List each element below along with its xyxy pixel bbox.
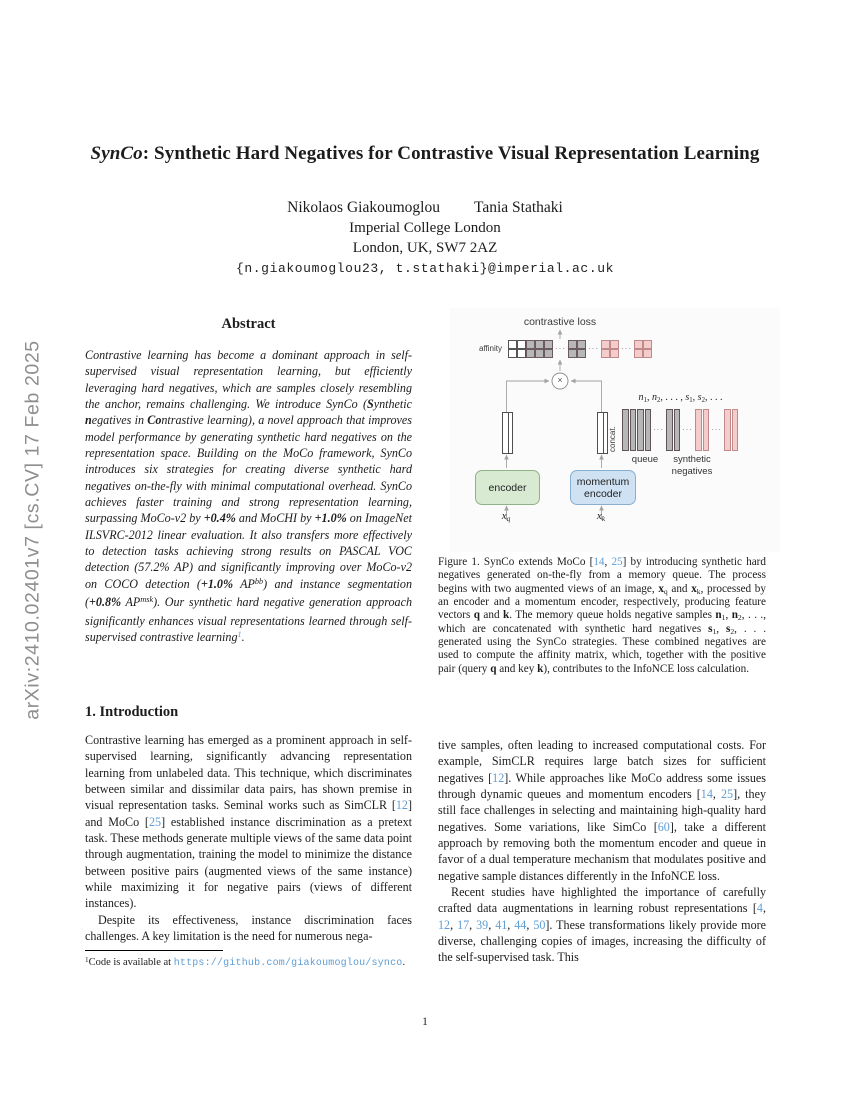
cite-60[interactable]: 60 xyxy=(657,819,670,834)
text-run: AP xyxy=(121,595,141,610)
ellipsis: ··· xyxy=(621,344,632,353)
affinity-column xyxy=(610,340,619,358)
affinity-column xyxy=(544,340,553,358)
affinity-cell xyxy=(610,340,619,349)
intro-paragraph-1 xyxy=(85,732,412,912)
cite-14[interactable]: 14 xyxy=(700,787,713,802)
text-run: Contrastive learning has become a dominant approach in self-supervised visual representation learning, but efficiently leveraging hard negatives, which are samples closely resembling the anchor, remains challenging. We introduce SynCo ( xyxy=(85,348,412,412)
encoder-box: encoder xyxy=(475,470,540,505)
body-paragraph xyxy=(438,884,766,966)
queue-bar xyxy=(666,409,673,451)
text-run: s xyxy=(725,622,731,635)
footnote-text xyxy=(85,956,412,970)
text-run: AP xyxy=(233,576,255,591)
text-run: n xyxy=(638,392,644,403)
affinity-matrix xyxy=(508,341,652,357)
paper-title-name: SynCo xyxy=(90,143,143,164)
text-run: and MoCHI by xyxy=(235,511,315,526)
text-run: 1 xyxy=(689,396,693,404)
text-run: ntrastive learning), a novel approach that improves model performance by generating synthetic hard negatives on the representation space. Building on the MoCo framework, SynCo introduces six strategies for creating diverse synthetic hard negatives on-the-fly with minimal computational overhead. SynCo achieves faster training and strong representation learning, surpassing MoCo-v2 by xyxy=(85,413,413,526)
text-run: tive samples, often leading to increased computational costs. For example, SimCLR requires large batch sizes for sufficient negatives [ xyxy=(438,738,766,785)
queue-bar-group xyxy=(622,409,651,451)
queue-bar xyxy=(622,409,629,451)
cite-12[interactable]: 12 xyxy=(438,917,451,932)
text-run: Despite its effectiveness, instance discrimination faces challenges. A key limitation is the need for numerous nega- xyxy=(85,912,412,944)
synthetic-bar-group xyxy=(724,409,738,451)
text-run: ]. While approaches like MoCo address some issues through dynamic queues and momentum encoders [ xyxy=(438,770,766,802)
text-run: , xyxy=(716,622,726,635)
affinity-cell xyxy=(508,349,517,358)
affinity-cell xyxy=(526,340,535,349)
affinity-cell xyxy=(577,349,586,358)
feature-bar-divider xyxy=(503,413,509,453)
text-run: 2 xyxy=(701,396,705,404)
text-run: +0.4% xyxy=(203,511,236,526)
affinity-cell xyxy=(544,340,553,349)
text-run: , xyxy=(450,917,458,932)
momentum-encoder-box: momentum encoder xyxy=(570,470,636,505)
text-run: k xyxy=(696,586,701,596)
text-run: 2 xyxy=(737,613,742,623)
affinity-column xyxy=(535,340,544,358)
contrastive-loss-label: contrastive loss xyxy=(523,316,597,328)
text-run: Code is available at xyxy=(88,957,174,968)
feature-bar-divider xyxy=(598,413,604,453)
affinity-cell xyxy=(577,340,586,349)
text-run: x xyxy=(658,582,664,595)
section-heading-introduction: 1. Introduction xyxy=(85,704,179,720)
cite-12[interactable]: 12 xyxy=(395,798,408,813)
ellipsis: ··· xyxy=(653,425,664,434)
text-run: . xyxy=(402,957,406,968)
text-run: . The memory queue holds negative samples xyxy=(509,609,716,622)
ellipsis: ··· xyxy=(682,425,693,434)
text-run: and key xyxy=(496,662,538,675)
cite-44[interactable]: 44 xyxy=(514,917,527,932)
cite-50[interactable]: 50 xyxy=(533,917,546,932)
text-run: , . . ., which are concatenated with synthetic hard negatives xyxy=(438,609,767,635)
affinity-column xyxy=(568,340,577,358)
affinity-cell xyxy=(643,349,652,358)
ellipsis: ··· xyxy=(711,425,722,434)
text-run: , xyxy=(725,609,732,622)
text-run: ], they still face challenges in selecting and maintaining high-quality hard negatives. Some variations, like SimCo [ xyxy=(438,787,766,834)
affinity-cell xyxy=(601,340,610,349)
page-number: 1 xyxy=(422,1016,428,1028)
queue-bar-group xyxy=(666,409,680,451)
synthetic-bar xyxy=(695,409,702,451)
abstract-heading: Abstract xyxy=(221,316,276,332)
text-run: ] by introducing synthetic hard negatives generated on-the-fly from a memory queue. The process begins with two augmented views of an image, xyxy=(438,556,767,595)
cite-14[interactable]: 14 xyxy=(593,556,605,568)
input-xq-label xyxy=(491,510,521,522)
cite-39[interactable]: 39 xyxy=(476,917,489,932)
text-run: , . . . xyxy=(704,392,723,403)
cite-41[interactable]: 41 xyxy=(495,917,508,932)
text-run: 2 xyxy=(730,626,735,636)
affinity-cell xyxy=(568,340,577,349)
synthetic-bar xyxy=(732,409,739,451)
text-run: , xyxy=(712,787,721,802)
synthetic-bar-group xyxy=(695,409,709,451)
text-run: s xyxy=(708,622,713,635)
author-name: Tania Stathaki xyxy=(473,199,563,216)
text-run: 2 xyxy=(656,396,661,404)
footnote-marker[interactable]: 1 xyxy=(237,630,242,640)
text-run: n xyxy=(731,609,738,622)
text-run: q xyxy=(473,609,480,622)
text-run: n xyxy=(85,413,92,428)
queue-label: queue xyxy=(631,454,659,465)
text-run: , xyxy=(646,392,652,403)
intro-text xyxy=(85,732,412,944)
affinity-cell xyxy=(517,349,526,358)
queue-bar xyxy=(637,409,644,451)
cite-25[interactable]: 25 xyxy=(720,787,734,802)
cite-17[interactable]: 17 xyxy=(457,917,470,932)
text-run: on ImageNet ILSVRC-2012 linear evaluation. It also transfers more effectively to detection tasks achieving strong results on PASCAL VOC detection (57.2% AP) and significantly improving over MoCo-v2 on COCO detection ( xyxy=(85,511,412,591)
multiply-icon: × xyxy=(557,375,563,385)
cite-4[interactable]: 4 xyxy=(756,901,763,916)
arxiv-watermark: arXiv:2410.02401v7 [cs.CV] 17 Feb 2025 xyxy=(21,340,44,720)
text-run: bb xyxy=(254,577,264,587)
text-run: q xyxy=(506,513,511,523)
affinity-cell xyxy=(517,340,526,349)
text-run: k xyxy=(503,609,510,622)
text-run: Figure 1. SynCo extends MoCo [ xyxy=(438,556,594,568)
text-run: ). Our synthetic hard negative generation approach significantly enhances visual representations learned through self-supervised contrastive learning xyxy=(85,595,412,644)
ellipsis: ··· xyxy=(555,344,566,353)
footnote-rule xyxy=(85,950,223,951)
text-run: and xyxy=(667,582,692,595)
text-run: s xyxy=(685,392,690,403)
author-row xyxy=(0,199,850,217)
affinity-column xyxy=(601,340,610,358)
text-run: 1 xyxy=(721,613,726,623)
text-run: , . . . , xyxy=(660,392,686,403)
cite-12[interactable]: 12 xyxy=(492,770,505,785)
text-run: ] and MoCo [ xyxy=(85,798,412,829)
intro-paragraph-2 xyxy=(85,912,412,945)
text-run: , xyxy=(692,392,698,403)
affinity-column xyxy=(643,340,652,358)
affinity-cell xyxy=(634,349,643,358)
affinity-cell xyxy=(526,349,535,358)
author-name: Nikolaos Giakoumoglou xyxy=(287,199,440,216)
abstract-text xyxy=(85,347,412,647)
affinity-column xyxy=(517,340,526,358)
text-run: ynthetic xyxy=(373,397,412,412)
text-run: q xyxy=(490,662,497,675)
affinity-cell xyxy=(634,340,643,349)
text-run: , xyxy=(469,917,477,932)
input-xk-label xyxy=(586,510,616,522)
footnote xyxy=(85,950,412,970)
text-run: , xyxy=(488,917,496,932)
affinity-cell xyxy=(544,349,553,358)
email-line: {n.giakoumoglou23, t.stathaki}@imperial.ac.uk xyxy=(235,261,615,276)
text-run: ], take a different approach by removing both the momentum encoder and queue in favor of a dual temperature mechanism that modulates positive and negative sample distances differently in the InfoNCE loss. xyxy=(438,819,767,883)
text-run: k xyxy=(601,513,606,523)
synthetic-negatives-label: synthetic negatives xyxy=(671,454,713,477)
text-run: s xyxy=(697,392,702,403)
text-run: and xyxy=(479,609,503,622)
negatives-bars xyxy=(622,410,738,450)
text-run: egatives in xyxy=(91,413,148,428)
text-run: +0.8% xyxy=(89,595,122,610)
text-run: 1 xyxy=(85,955,89,964)
page-title xyxy=(0,143,850,165)
text-run: ), contributes to the InfoNCE loss calculation. xyxy=(543,662,750,675)
affinity-cell xyxy=(610,349,619,358)
text-run: , xyxy=(526,917,534,932)
text-run: , xyxy=(507,917,515,932)
negatives-sequence-label xyxy=(618,392,743,403)
text-run: ) and instance segmentation ( xyxy=(85,576,412,610)
text-run: , xyxy=(762,901,766,916)
text-run: 1 xyxy=(643,396,647,404)
affinity-cell xyxy=(643,340,652,349)
text-run: +1.0% xyxy=(200,576,234,591)
affinity-cell xyxy=(601,349,610,358)
affinity-label: affinity xyxy=(479,344,502,353)
text-run: Co xyxy=(147,413,162,428)
text-run: S xyxy=(366,397,374,412)
affinity-cell xyxy=(535,349,544,358)
text-run: k xyxy=(537,662,544,675)
text-run: x xyxy=(501,510,507,522)
text-run: 1 xyxy=(712,626,717,636)
affinity-column xyxy=(634,340,643,358)
ellipsis: ··· xyxy=(588,344,599,353)
text-run: Recent studies have highlighted the importance of carefully crafted data augmentations in learning robust representations [ xyxy=(438,885,766,916)
body-paragraph xyxy=(438,737,766,884)
figure-caption xyxy=(438,556,766,676)
queue-bar xyxy=(630,409,637,451)
affinity-cell xyxy=(508,340,517,349)
affinity-column xyxy=(508,340,517,358)
text-run: ] established instance discrimination as a pretext task. These methods generate multiple views of the same data point through augmentation, training the model to minimize the distance between positive pairs (augmented views of the same instance) while maximizing it for negative pairs (views of different instances). xyxy=(85,814,412,911)
figure-diagram xyxy=(450,308,780,552)
affiliation: Imperial College London xyxy=(349,220,501,236)
synthetic-bar xyxy=(724,409,731,451)
text-run: , . . . generated using the SynCo strategies. These combined negatives are used to compute the affinity matrix, which, together with the positive pair (query xyxy=(438,622,767,675)
text-run: +1.0% xyxy=(314,511,347,526)
affinity-column xyxy=(526,340,535,358)
right-column-text xyxy=(438,737,766,966)
text-run: , xyxy=(604,556,612,568)
affinity-cell xyxy=(568,349,577,358)
affinity-cell xyxy=(535,340,544,349)
text-run: x xyxy=(596,510,602,522)
text-run: n xyxy=(651,392,657,403)
text-run: n xyxy=(715,609,722,622)
text-run: , processed by an encoder and a momentum encoder, respectively, producing feature vectors xyxy=(438,582,766,622)
address-line: London, UK, SW7 2AZ xyxy=(352,240,498,256)
text-run: ]. These transformations likely provide more diverse, challenging copies of images, increasing the difficulty of the self-supervised task. This xyxy=(438,917,767,965)
text-run: msk xyxy=(140,595,154,605)
text-run: . xyxy=(241,629,245,644)
text-run: q xyxy=(663,586,668,596)
cite-25[interactable]: 25 xyxy=(148,814,162,829)
text-run: Contrastive learning has emerged as a prominent approach in self-supervised learning, significantly advancing representation learning from unlabeled data. This technique, which discriminates between similar and dissimilar data pairs, has shown premise in visual representation tasks. Seminal works such as SimCLR [ xyxy=(85,733,412,813)
key-feature-bar xyxy=(597,412,608,454)
text-run: x xyxy=(691,582,697,595)
cite-25[interactable]: 25 xyxy=(611,556,623,568)
code-url-link[interactable]: https://github.com/giakoumoglou/synco xyxy=(173,957,403,968)
query-feature-bar xyxy=(502,412,513,454)
concat-label: concat. xyxy=(608,426,617,452)
affinity-column xyxy=(577,340,586,358)
paper-title-rest: : Synthetic Hard Negatives for Contrastive Visual Representation Learning xyxy=(142,143,760,164)
